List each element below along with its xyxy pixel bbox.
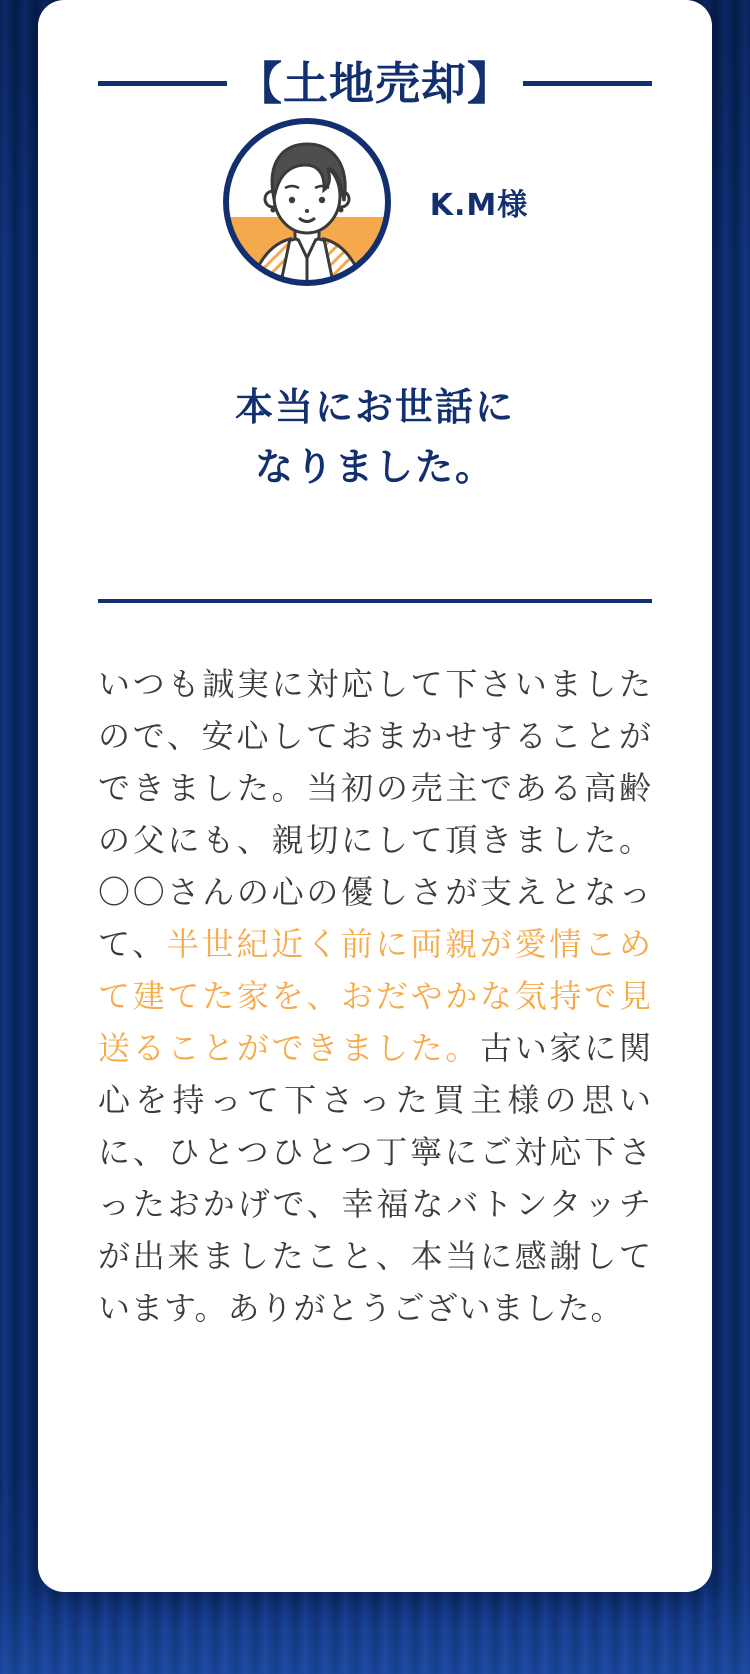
review-title-line2: なりました。 — [254, 445, 495, 489]
avatar — [222, 117, 392, 287]
testimonial-card — [38, 0, 712, 1592]
review-title — [98, 377, 652, 497]
review-text-before: いつも誠実に対応して下さいましたので、安心しておまかせすることができました。当初の売主である高齢の父にも、親切にして頂きました。〇〇さんの心の優しさが支えとなって、 — [98, 665, 652, 963]
title-divider — [98, 599, 652, 603]
review-title-line1: 本当にお世話に — [234, 385, 515, 429]
review-text-after: 古い家に関心を持って下さった買主様の思いに、ひとつひとつ丁寧にご対応下さったおかげで、幸福なバトンタッチが出来ましたこと、本当に感謝しています。ありがとうございました。 — [98, 1029, 652, 1327]
category-label: 【土地売却】 — [237, 57, 514, 110]
header-rule-right — [523, 81, 652, 86]
header-rule-left — [98, 81, 227, 86]
customer-name-label: K.M様 — [429, 188, 529, 223]
person-portrait-icon — [222, 117, 392, 287]
customer-row — [98, 117, 652, 287]
category-header — [98, 52, 652, 115]
review-text-highlight: 半世紀近く前に両親が愛情こめて建てた家を、おだやかな気持で見送ることができました。 — [98, 925, 652, 1067]
review-body — [98, 658, 652, 1334]
